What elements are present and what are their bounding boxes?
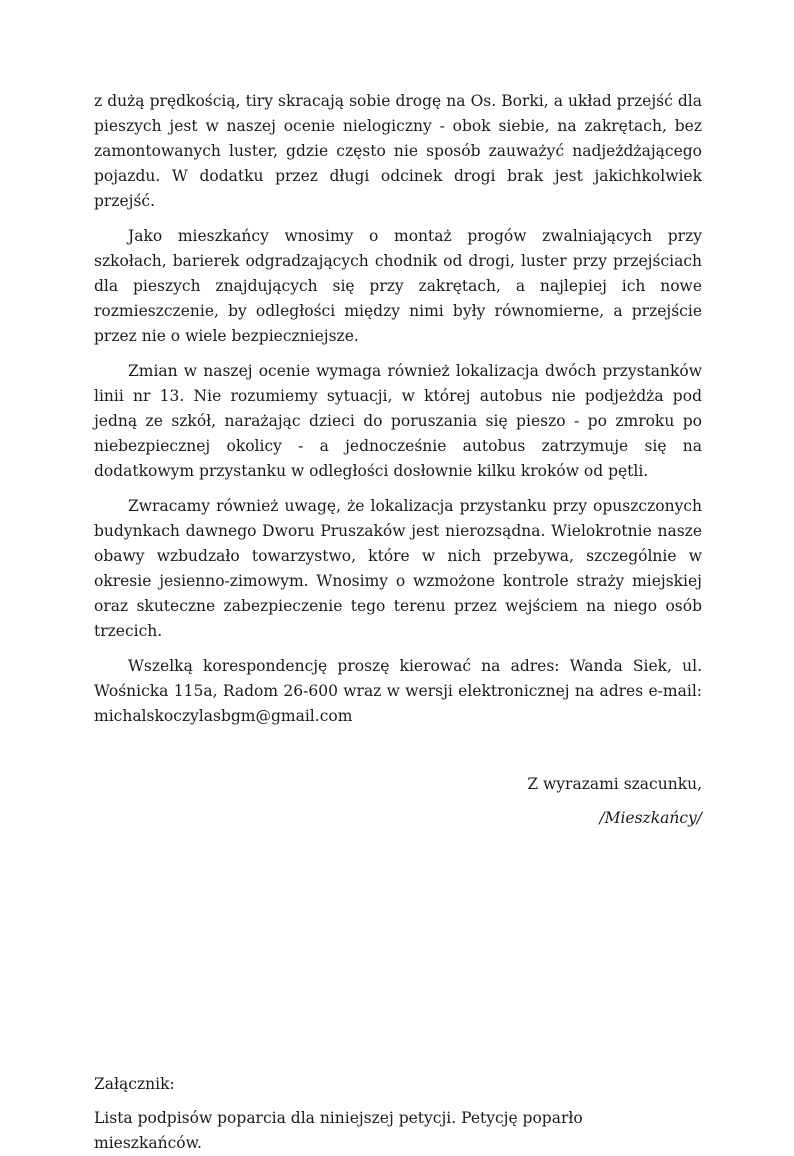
closing-salutation: Z wyrazami szacunku, [527, 775, 702, 793]
attachment-text-before-blank: Lista podpisów poparcia dla niniejszej petycji. Petycję poparło [94, 1109, 583, 1127]
paragraph-road-safety-continuation: z dużą prędkością, tiry skracają sobie drogę na Os. Borki, a układ przejść dla pieszych jest w naszej ocenie nielogiczny - obok siebie, na zakrętach, bez zamontowanych luster, gdzie często nie sposób zauważyć nadjeżdżającego pojazdu. W dodatku przez długi odcinek drogi brak jest jakichkolwiek przejść. [94, 92, 702, 210]
closing-signature: /Mieszkańcy/ [599, 809, 702, 827]
attachment-block [94, 1072, 702, 1156]
paragraph-abandoned-buildings: Zwracamy również uwagę, że lokalizacja przystanku przy opuszczonych budynkach dawnego Dworu Pruszaków jest nierozsądna. Wielokrotnie nasze obawy wzbudzało towarzystwo, które w nich przebywa, szczególnie w okresie jesienno-zimowym. Wnosimy o wzmożone kontrole straży miejskiej oraz skuteczne zabezpieczenie tego terenu przez wejściem na niego osób trzecich. [94, 497, 702, 640]
paragraph-bus-stops-line-13: Zmian w naszej ocenie wymaga również lokalizacja dwóch przystanków linii nr 13. Nie rozumiemy sytuacji, w której autobus nie podjeżdża pod jedną ze szkół, narażając dzieci do poruszania się pieszo - po zmroku po niebezpiecznej okolicy - a jednocześnie autobus zatrzymuje się na dodatkowym przystanku w odległości dosłownie kilku kroków od pętli. [94, 362, 702, 480]
paragraph-correspondence-address: Wszelką korespondencję proszę kierować na adres: Wanda Siek, ul. Wośnicka 115a, Radom 26-600 wraz w wersji elektronicznej na adres e-mail: michalskoczylasbgm@gmail.com [94, 657, 702, 725]
attachment-text-after-blank: mieszkańców. [94, 1134, 202, 1152]
paragraph-residents-requests: Jako mieszkańcy wnosimy o montaż progów zwalniających przy szkołach, barierek odgradzających chodnik od drogi, luster przy przejściach dla pieszych znajdujących się przy zakrętach, a najlepiej ich nowe rozmieszczenie, by odległości między nimi były równomierne, a przejście przez nie o wiele bezpieczniejsze. [94, 227, 702, 345]
attachment-description [94, 1106, 702, 1156]
attachment-label: Załącznik: [94, 1075, 175, 1093]
closing-block [94, 772, 702, 831]
